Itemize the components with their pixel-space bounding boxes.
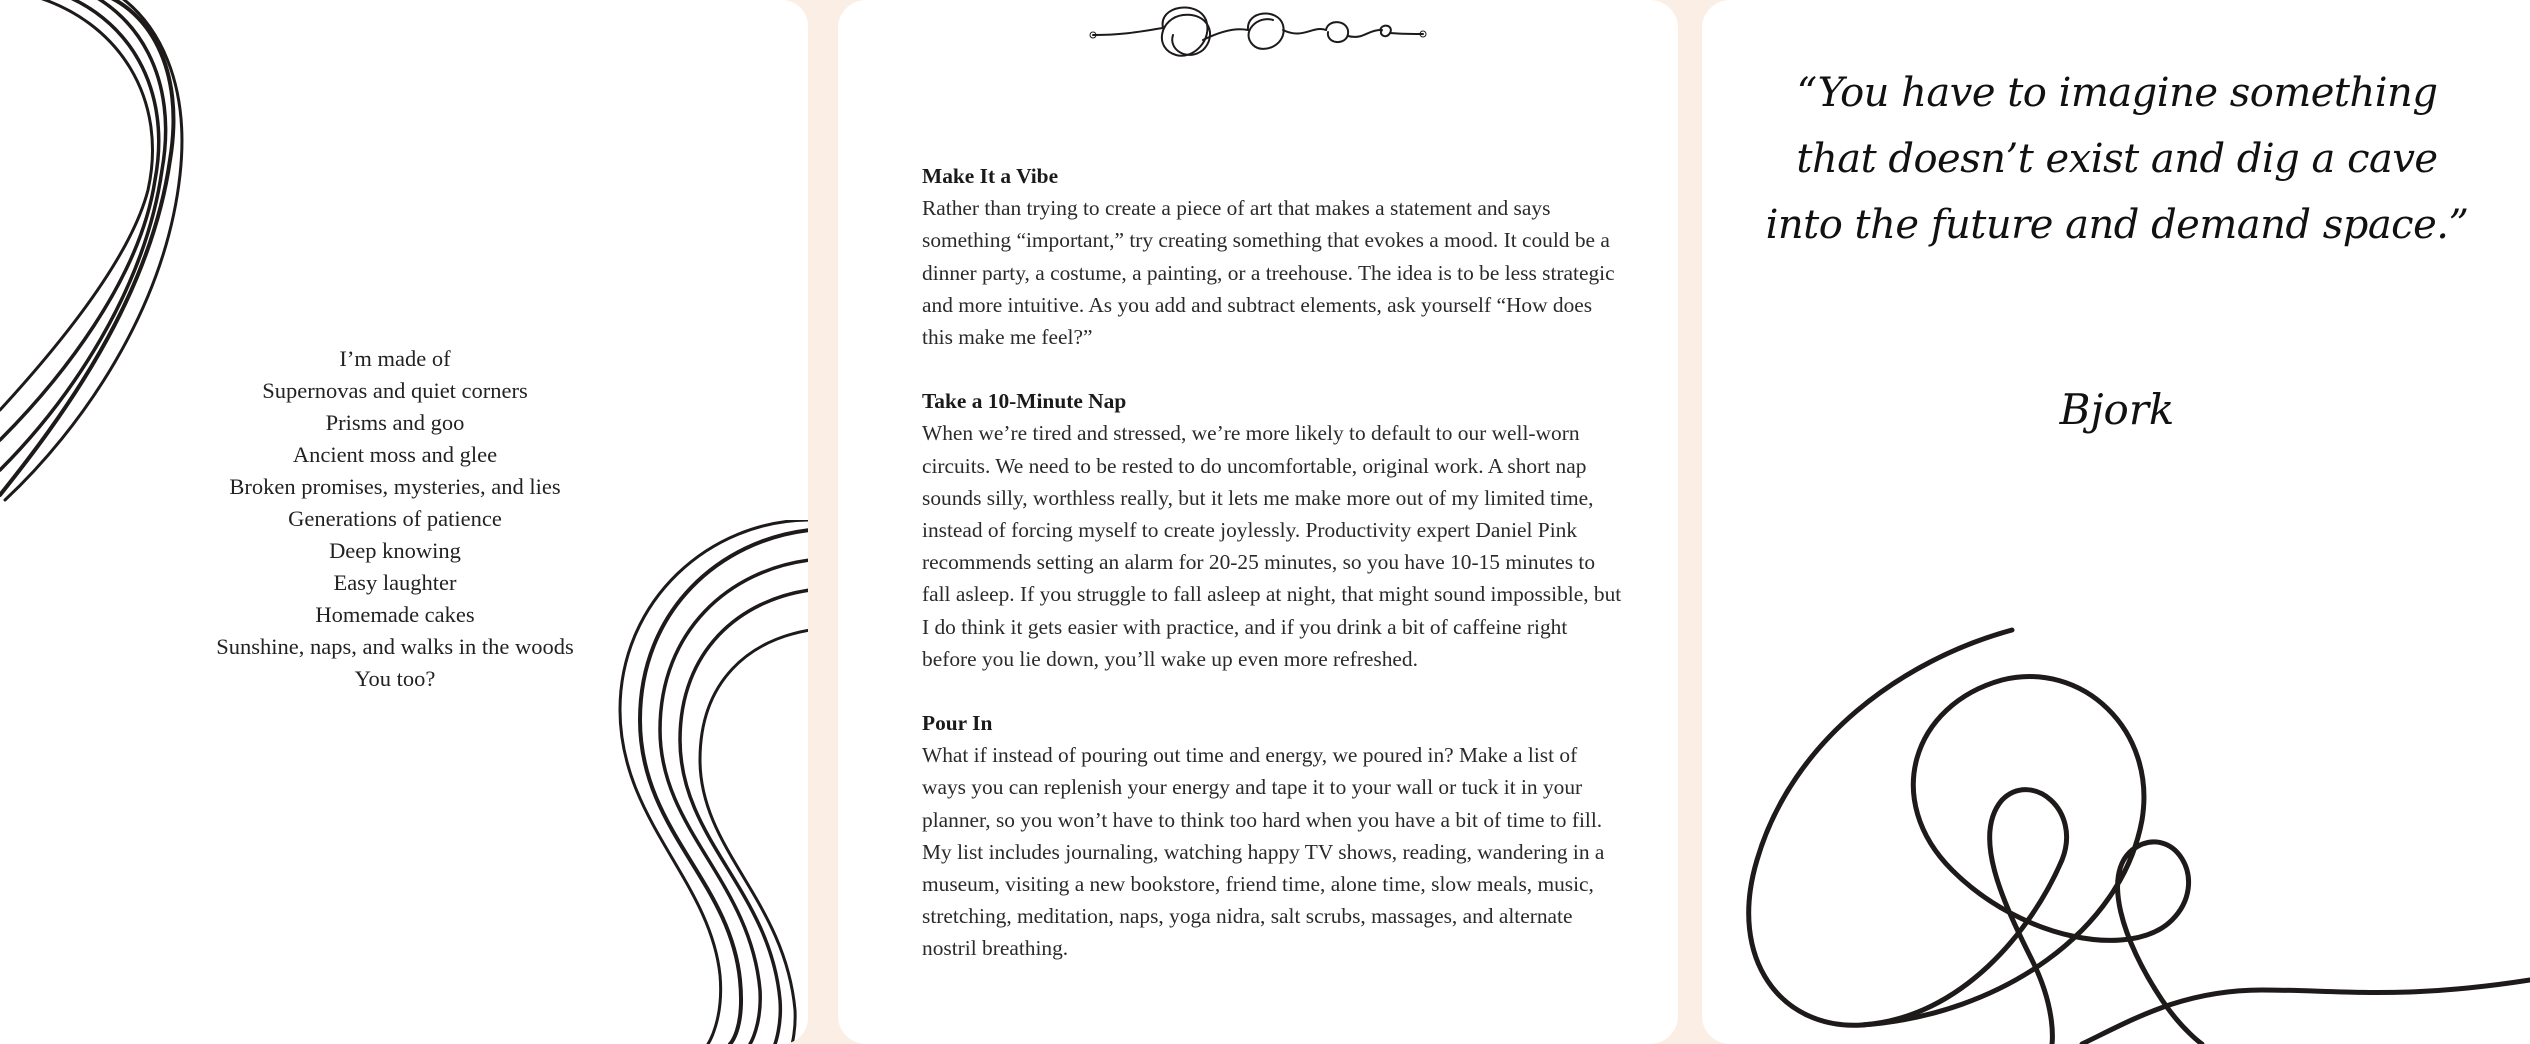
section-body: When we’re tired and stressed, we’re more likely to default to our well-worn circuits. We need to be rested to do uncomfortable, original work. A short nap sounds silly, worthless really, but it lets me make more out of my limited time, instead of forcing myself to create joylessly. Productivity expert Daniel Pink recommends setting an alarm for 20-25 minutes, so you have 10-15 minutes to fall asleep. If you struggle to fall asleep at night, that might sound impossible, but I do think it gets easier with practice, and if you drink a bit of caffeine right before you lie down, you’ll wake up even more refreshed. — [922, 421, 1622, 671]
poem-line: Prisms and goo — [325, 410, 465, 435]
poem-line: Broken promises, mysteries, and lies — [229, 474, 561, 499]
poem-line: Deep knowing — [329, 538, 461, 563]
article-section — [922, 160, 1622, 353]
right-panel — [1702, 0, 2530, 1044]
section-heading: Pour In — [922, 711, 993, 736]
poem-line: Easy laughter — [333, 570, 457, 595]
poem-line: I’m made of — [339, 346, 451, 371]
section-body: What if instead of pouring out time and energy, we poured in? Make a list of ways you can replenish your energy and tape it to your wall or tuck it in your planner, so you won’t have to think too hard when you have a bit of time to fill. My list includes journaling, watching happy TV shows, reading, wandering in a museum, visiting a new bookstore, friend time, alone time, slow meals, music, stretching, meditation, naps, yoga nidra, salt scrubs, massages, and alternate nostril breathing. — [922, 743, 1605, 961]
middle-panel — [838, 0, 1678, 1044]
poem-line: Ancient moss and glee — [292, 442, 498, 467]
poem-line: Supernovas and quiet corners — [262, 378, 528, 403]
swirl-line-art — [1702, 600, 2530, 1044]
article-section — [922, 707, 1622, 965]
article — [922, 160, 1622, 997]
poem — [150, 343, 640, 695]
left-panel — [0, 0, 808, 1044]
quote-author: Bjork — [2059, 385, 2175, 434]
poem-line: You too? — [354, 666, 436, 691]
section-body: Rather than trying to create a piece of art that makes a statement and says something “important,” try creating something that evokes a mood. It could be a dinner party, a costume, a painting, or a treehouse. The idea is to be less strategic and more intuitive. As you add and subtract elements, ask yourself “How does this make me feel?” — [922, 196, 1615, 350]
quote-text: “You have to imagine something that doesn’t exist and dig a cave into the future and demand space.” — [1765, 70, 2469, 248]
poem-line: Generations of patience — [288, 506, 502, 531]
section-heading: Make It a Vibe — [922, 164, 1059, 188]
article-section — [922, 385, 1622, 675]
scribble-divider-ornament — [1088, 0, 1428, 75]
section-heading: Take a 10-Minute Nap — [922, 389, 1127, 414]
poem-line: Homemade cakes — [315, 602, 475, 627]
poem-line: Sunshine, naps, and walks in the woods — [216, 634, 574, 659]
